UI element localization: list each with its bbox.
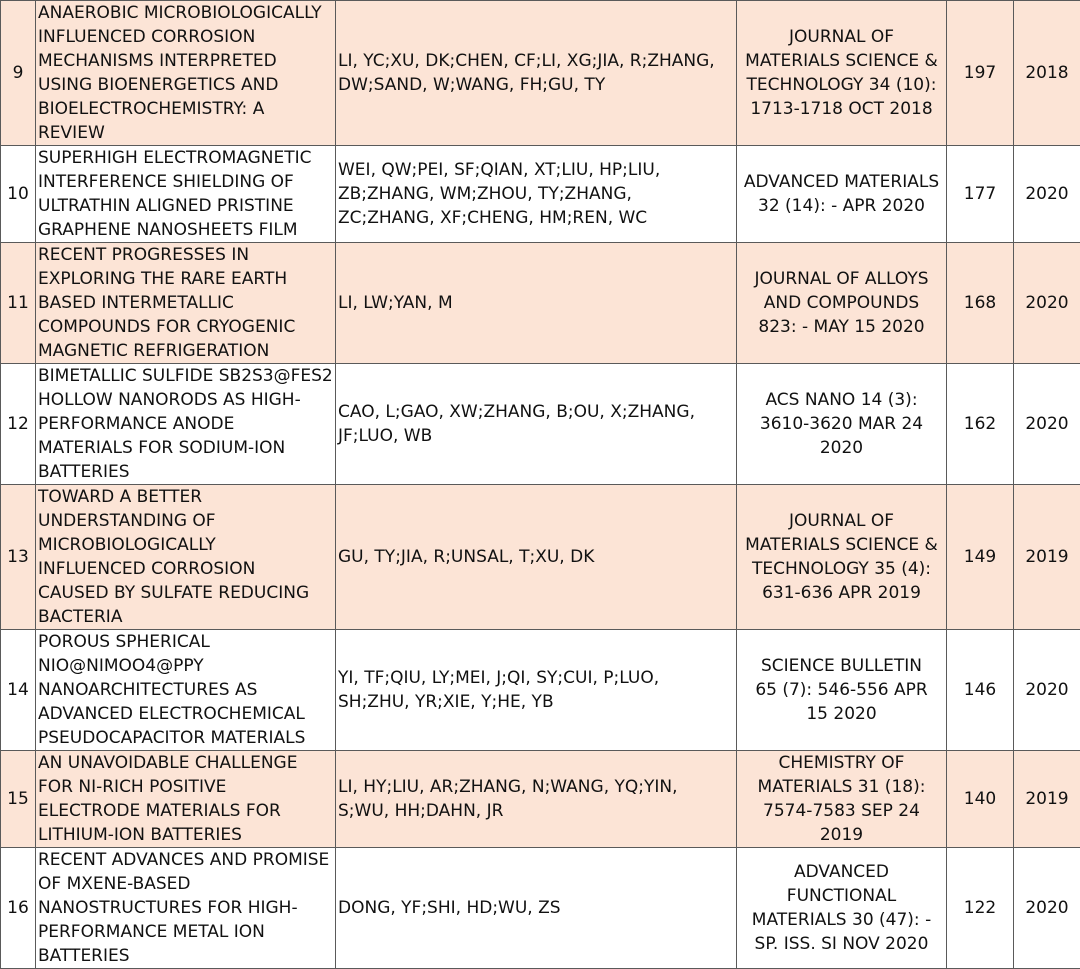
paper-authors: DONG, YF;SHI, HD;WU, ZS [336,848,737,969]
paper-title: RECENT ADVANCES AND PROMISE OF MXENE-BASED NANOSTRUCTURES FOR HIGH-PERFORMANCE METAL ION BATTERIES [36,848,336,969]
paper-title: ANAEROBIC MICROBIOLOGICALLY INFLUENCED CORROSION MECHANISMS INTERPRETED USING BIOENERGETICS AND BIOELECTROCHEMISTRY: A REVIEW [36,1,336,146]
table-row [1,364,1080,485]
table-row [1,630,1080,751]
publication-year: 2019 [1014,485,1080,630]
table-row [1,485,1080,630]
citation-count: 122 [947,848,1014,969]
paper-authors: YI, TF;QIU, LY;MEI, J;QI, SY;CUI, P;LUO, SH;ZHU, YR;XIE, Y;HE, YB [336,630,737,751]
paper-source: ACS NANO 14 (3): 3610-3620 MAR 24 2020 [737,364,947,485]
paper-title: AN UNAVOIDABLE CHALLENGE FOR NI-RICH POSITIVE ELECTRODE MATERIALS FOR LITHIUM-ION BATTERIES [36,751,336,848]
paper-source: JOURNAL OF MATERIALS SCIENCE & TECHNOLOGY 35 (4): 631-636 APR 2019 [737,485,947,630]
row-number: 16 [1,848,36,969]
publication-year: 2020 [1014,243,1080,364]
citation-count: 140 [947,751,1014,848]
paper-source: JOURNAL OF MATERIALS SCIENCE & TECHNOLOGY 34 (10): 1713-1718 OCT 2018 [737,1,947,146]
paper-authors: LI, LW;YAN, M [336,243,737,364]
paper-source: CHEMISTRY OF MATERIALS 31 (18): 7574-7583 SEP 24 2019 [737,751,947,848]
citation-count: 177 [947,146,1014,243]
paper-source: JOURNAL OF ALLOYS AND COMPOUNDS 823: - MAY 15 2020 [737,243,947,364]
paper-source: SCIENCE BULLETIN 65 (7): 546-556 APR 15 2020 [737,630,947,751]
table-row [1,1,1080,146]
citation-count: 146 [947,630,1014,751]
publication-year: 2020 [1014,630,1080,751]
paper-authors: CAO, L;GAO, XW;ZHANG, B;OU, X;ZHANG, JF;LUO, WB [336,364,737,485]
row-number: 13 [1,485,36,630]
table-row [1,146,1080,243]
paper-source: ADVANCED MATERIALS 32 (14): - APR 2020 [737,146,947,243]
row-number: 9 [1,1,36,146]
row-number: 10 [1,146,36,243]
table-row [1,751,1080,848]
citation-count: 168 [947,243,1014,364]
row-number: 15 [1,751,36,848]
paper-source: ADVANCED FUNCTIONAL MATERIALS 30 (47): - SP. ISS. SI NOV 2020 [737,848,947,969]
table-row [1,848,1080,969]
paper-authors: LI, YC;XU, DK;CHEN, CF;LI, XG;JIA, R;ZHANG, DW;SAND, W;WANG, FH;GU, TY [336,1,737,146]
publication-year: 2020 [1014,364,1080,485]
publication-year: 2018 [1014,1,1080,146]
paper-authors: LI, HY;LIU, AR;ZHANG, N;WANG, YQ;YIN, S;WU, HH;DAHN, JR [336,751,737,848]
paper-title: RECENT PROGRESSES IN EXPLORING THE RARE EARTH BASED INTERMETALLIC COMPOUNDS FOR CRYOGENIC MAGNETIC REFRIGERATION [36,243,336,364]
paper-title: SUPERHIGH ELECTROMAGNETIC INTERFERENCE SHIELDING OF ULTRATHIN ALIGNED PRISTINE GRAPHENE NANOSHEETS FILM [36,146,336,243]
citation-count: 162 [947,364,1014,485]
row-number: 12 [1,364,36,485]
publication-year: 2020 [1014,848,1080,969]
citation-count: 149 [947,485,1014,630]
row-number: 14 [1,630,36,751]
publication-year: 2019 [1014,751,1080,848]
row-number: 11 [1,243,36,364]
paper-title: TOWARD A BETTER UNDERSTANDING OF MICROBIOLOGICALLY INFLUENCED CORROSION CAUSED BY SULFATE REDUCING BACTERIA [36,485,336,630]
citation-count: 197 [947,1,1014,146]
table-row [1,243,1080,364]
paper-authors: WEI, QW;PEI, SF;QIAN, XT;LIU, HP;LIU, ZB;ZHANG, WM;ZHOU, TY;ZHANG, ZC;ZHANG, XF;CHENG, HM;REN, WC [336,146,737,243]
paper-title: POROUS SPHERICAL NIO@NIMOO4@PPY NANOARCHITECTURES AS ADVANCED ELECTROCHEMICAL PSEUDOCAPACITOR MATERIALS [36,630,336,751]
paper-title: BIMETALLIC SULFIDE SB2S3@FES2 HOLLOW NANORODS AS HIGH-PERFORMANCE ANODE MATERIALS FOR SODIUM-ION BATTERIES [36,364,336,485]
publication-year: 2020 [1014,146,1080,243]
paper-authors: GU, TY;JIA, R;UNSAL, T;XU, DK [336,485,737,630]
